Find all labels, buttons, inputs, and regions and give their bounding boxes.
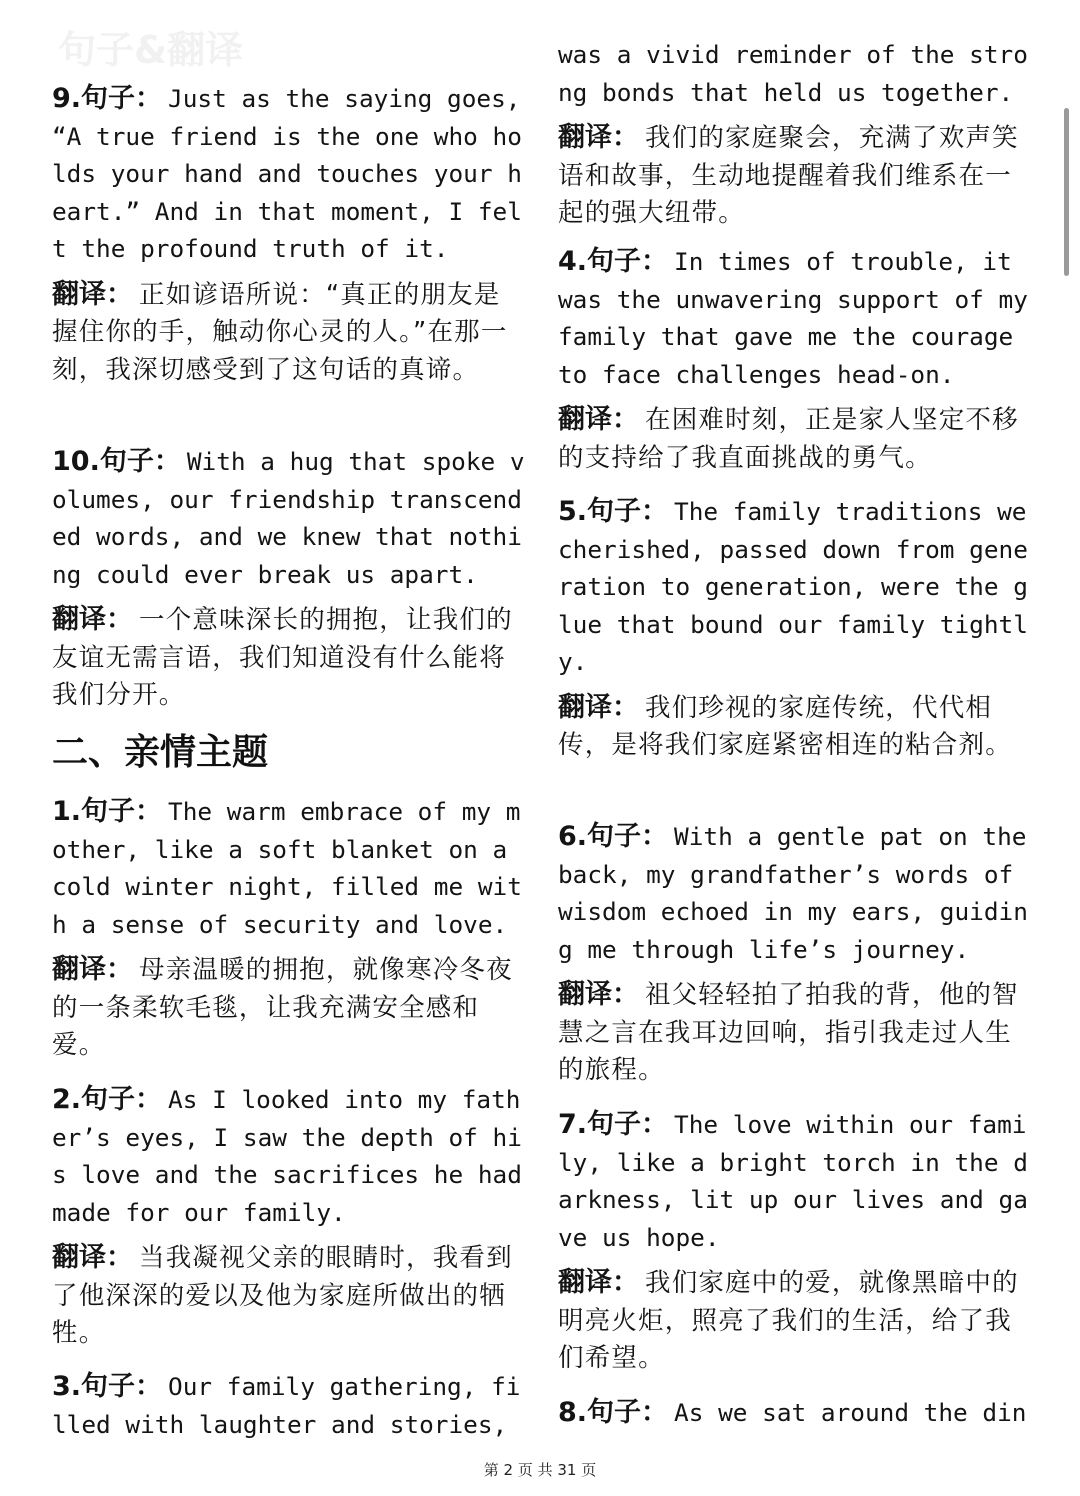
sentence-entry [52, 793, 527, 1065]
sentence-english [558, 243, 1043, 393]
translation-label: 翻译： [558, 404, 639, 436]
sentence-text: With a gentle pat on the back, my grandfather’s words of wisdom echoed in my ears, guiding me through life’s journey. [558, 822, 1042, 964]
sentence-label: 7.句子： [558, 1109, 669, 1140]
sentence-text: As we sat around the din [674, 1398, 1027, 1427]
sentence-entry [558, 36, 1036, 232]
sentence-label: 9.句子： [52, 83, 163, 114]
sentence-translation [558, 401, 1036, 477]
sentence-translation [52, 601, 527, 714]
sentence-text: was a vivid reminder of the strong bonds that held us together. [558, 40, 1028, 107]
sentence-english [52, 443, 527, 593]
sentence-label: 2.句子： [52, 1084, 163, 1115]
sentence-text: As I looked into my father’s eyes, I saw the depth of his love and the sacrifices he had made for our family. [52, 1085, 537, 1227]
sentence-english [558, 1394, 1036, 1432]
sentence-text: The warm embrace of my mother, like a soft blanket on a cold winter night, filled me with a sense of security and love. [52, 797, 522, 939]
translation-label: 翻译： [52, 604, 133, 636]
sentence-entry [52, 80, 536, 389]
translation-text: 我们家庭中的爱，就像黑暗中的明亮火炬，照亮了我们的生活，给了我们希望。 [558, 1268, 1019, 1374]
sentence-translation [558, 119, 1036, 232]
translation-text: 正如谚语所说：“真正的朋友是握住你的手，触动你心灵的人。”在那一刻，我深切感受到了这句话的真谛。 [52, 279, 508, 385]
translation-label: 翻译： [558, 1267, 639, 1299]
sentence-english [52, 1081, 537, 1231]
sentence-label: 5.句子： [558, 496, 669, 527]
sentence-entry [52, 443, 527, 715]
sentence-entry [558, 818, 1042, 1090]
sentence-text: With a hug that spoke volumes, our friendship transcended words, and we knew that nothing could ever break us apart. [52, 447, 525, 589]
sentence-english [52, 80, 536, 268]
translation-label: 翻译： [558, 979, 639, 1011]
sentence-entry [558, 493, 1042, 765]
translation-text: 我们珍视的家庭传统，代代相传，是将我们家庭紧密相连的粘合剂。 [558, 692, 1012, 761]
translation-text: 一个意味深长的拥抱，让我们的友谊无需言语，我们知道没有什么能将我们分开。 [52, 605, 513, 711]
sentence-label: 3.句子： [52, 1371, 163, 1402]
sentence-label: 4.句子： [558, 246, 669, 277]
sentence-label: 8.句子： [558, 1397, 669, 1428]
sentence-text: The love within our family, like a bright torch in the darkness, lit up our lives and gave us hope. [558, 1110, 1028, 1252]
sentence-text: In times of trouble, it was the unwavering support of my family that gave me the courage to face challenges head-on. [558, 247, 1043, 389]
sentence-english [558, 36, 1036, 111]
sentence-translation [52, 1239, 527, 1352]
sentence-text: The family traditions we cherished, passed down from generation to generation, were the glue that bound our family tightly. [558, 497, 1042, 677]
sentence-text: Our family gathering, filled with laughter and stories, [52, 1372, 521, 1439]
sentence-label: 10.句子： [52, 446, 181, 477]
sentence-entry [52, 1081, 537, 1353]
scrollbar-thumb[interactable] [1064, 108, 1069, 276]
sentence-entry [52, 1368, 527, 1443]
sentence-translation [558, 689, 1036, 765]
translation-text: 当我凝视父亲的眼睛时，我看到了他深深的爱以及他为家庭所做出的牺牲。 [52, 1243, 513, 1349]
translation-text: 祖父轻轻拍了拍我的背，他的智慧之言在我耳边回响，指引我走过人生的旅程。 [558, 980, 1019, 1086]
sentence-translation [558, 976, 1036, 1089]
sentence-translation [52, 276, 527, 389]
sentence-english [558, 818, 1042, 968]
translation-label: 翻译： [52, 954, 133, 986]
translation-label: 翻译： [558, 691, 639, 723]
page-indicator: 第 2 页 共 31 页 [483, 1461, 597, 1479]
sentence-translation [558, 1264, 1036, 1377]
sentence-english [52, 793, 527, 943]
sentence-english [558, 493, 1042, 681]
header-watermark: 句子&翻译 [58, 28, 244, 72]
sentence-entry [558, 1394, 1036, 1432]
sentence-english [52, 1368, 527, 1443]
section-heading: 二、亲情主题 [52, 732, 269, 773]
translation-text: 母亲温暖的拥抱，就像寒冷冬夜的一条柔软毛毯，让我充满安全感和爱。 [52, 955, 513, 1061]
translation-label: 翻译： [52, 278, 133, 310]
sentence-label: 1.句子： [52, 796, 163, 827]
sentence-entry [558, 1106, 1036, 1378]
translation-text: 在困难时刻，正是家人坚定不移的支持给了我直面挑战的勇气。 [558, 405, 1019, 473]
sentence-text: Just as the saying goes, “A true friend is the one who holds your hand and touches your heart.” And in that moment, I felt the profound truth of it. [52, 84, 536, 264]
sentence-entry [558, 243, 1043, 477]
sentence-translation [52, 951, 527, 1064]
translation-text: 我们的家庭聚会，充满了欢声笑语和故事，生动地提醒着我们维系在一起的强大纽带。 [558, 123, 1019, 228]
translation-label: 翻译： [558, 122, 639, 154]
sentence-label: 6.句子： [558, 821, 669, 852]
sentence-english [558, 1106, 1036, 1256]
translation-label: 翻译： [52, 1242, 133, 1274]
